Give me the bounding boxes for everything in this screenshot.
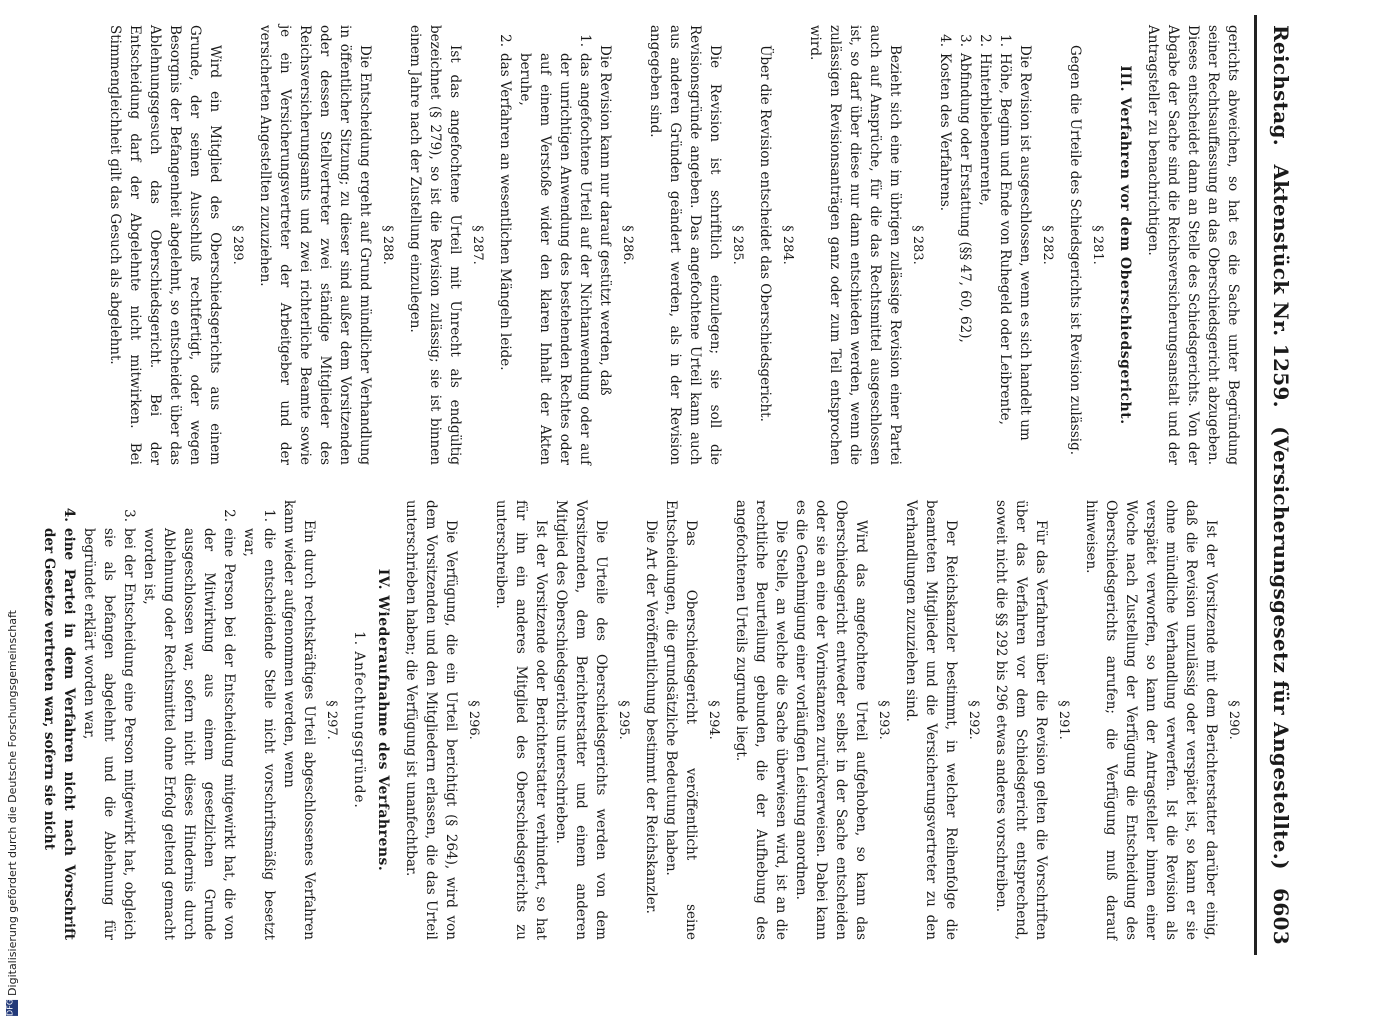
document-sheet <box>41 5 1315 965</box>
paragraph: Ist der Vorsitzende oder Berichterstatter verhindert, so hat für ihn ein anderes Mitglied des Oberschiedsgerichts zu unterschreiben. <box>493 500 549 940</box>
section-number: § 297. <box>324 700 339 740</box>
list-item: 3. Abfindung oder Erstattung (§§ 47, 60, 62), <box>957 34 973 343</box>
section-number: § 282. <box>1040 225 1055 265</box>
paragraph: gerichts abweichen, so hat es die Sache unter Begründung seiner Rechtsauffassung an das Oberschiedsgericht abzugeben. Dieses entscheidet dann an Stelle des Schiedsgerichts. Von der Abgabe der Sache sind die Reichsversicherungsanstalt und der Antragsteller zu benachrichtigen. <box>1145 25 1241 465</box>
section-number: § 284. <box>780 225 795 265</box>
right-column <box>39 500 1243 940</box>
paragraph: Über die Revision entscheidet das Oberschiedsgericht. <box>757 45 773 422</box>
paragraph: Ist das angefochtene Urteil mit Unrecht als endgültig bezeichnet (§ 279), so ist die Revision zulässig; sie ist binnen einem Jahre nach der Zustellung einzulegen. <box>407 25 463 465</box>
section-heading: IV. Wiederaufnahme des Verfahrens. <box>375 568 391 872</box>
list-item: 3. bei der Entscheidung eine Person mitgewirkt hat, obgleich sie als befangen abgelehnt und die Ablehnung für begründet erklärt worden war, <box>81 509 137 940</box>
list-item: 4. Kosten des Verfahrens. <box>937 34 953 212</box>
section-number: § 292. <box>966 700 981 740</box>
paragraph: Für das Verfahren über die Revision gelten die Vorschriften über das Verfahren vor dem Schiedsgericht entsprechend, soweit nicht die §§ 292 bis 296 etwas anderes vorschreiben. <box>993 500 1049 940</box>
section-number: § 288. <box>380 225 395 265</box>
paragraph: Die Revision kann nur darauf gestützt werden, daß <box>597 45 613 396</box>
dfg-logo-icon: DFG <box>7 1000 19 1016</box>
list-item: 1. die entscheidende Stelle nicht vorschriftsmäßig besetzt war, <box>241 509 277 940</box>
header-rule <box>1254 15 1257 955</box>
paragraph: Gegen die Urteile des Schiedsgerichts ist Revision zulässig. <box>1067 45 1083 456</box>
subsection-heading: 1. Anfechtungsgründe. <box>351 631 367 809</box>
numbered-list <box>495 25 595 465</box>
section-number: § 295. <box>616 700 631 740</box>
list-item: 4. eine Partei in dem Verfahren nicht nach Vorschrift der Gesetze vertreten war, sofern sie nicht <box>41 507 77 940</box>
paragraph: Bezieht sich eine im übrigen zulässige Revision einer Partei auch auf Ansprüche, für die das Rechtsmittel ausgeschlossen ist, so darf über diese nur dann entschieden werden, wenn die zulässigen Revisionsanträgen ganz oder zum Teil entsprochen wird. <box>807 25 903 465</box>
page-number: 6603 <box>1269 888 1293 945</box>
section-number: § 286. <box>620 225 635 265</box>
left-column <box>105 25 1243 465</box>
list-item: 1. das angefochtene Urteil auf der Nichtanwendung oder auf der unrichtigen Anwendung des bestehenden Rechtes oder auf einem Verstoße wider den klaren Inhalt der Akten beruhe, <box>517 34 593 465</box>
section-number: § 283. <box>910 225 925 265</box>
section-number: § 289. <box>230 225 245 265</box>
paragraph: Wird das angefochtene Urteil aufgehoben, so kann das Oberschiedsgericht entweder selbst in der Sache entscheiden oder sie an eine der Vorinstanzen zurückverweisen. Dabei kann es die Genehmigung einer vorläufigen Leistung anordnen. <box>793 500 869 940</box>
paragraph: Der Reichskanzler bestimmt, in welcher Reihenfolge die beamteten Mitglieder und die Versicherungsvertreter zu den Verhandlungen zuzuziehen sind. <box>903 500 959 940</box>
section-number: § 293. <box>876 700 891 740</box>
section-number: § 287. <box>470 225 485 265</box>
paragraph: Die Urteile des Oberschiedsgerichts werden von dem Vorsitzenden, dem Berichterstatter und einem anderen Mitglied des Oberschiedsgerichts unterschrieben. <box>553 500 609 940</box>
paragraph: Die Revision ist schriftlich einzulegen; sie soll die Revisionsgründe angeben. Das angefochtene Urteil kann auch aus anderen Gründen geändert werden, als in der Revision angegeben sind. <box>647 25 723 465</box>
list-item: 2. eine Person bei der Entscheidung mitgewirkt hat, die von der Mitwirkung aus einem gesetzlichen Grunde ausgeschlossen war, sofern nicht dieses Hindernis durch Ablehnung oder Rechtsmittel ohne Erfolg geltend gemacht worden ist, <box>141 509 237 940</box>
paragraph: Die Art der Veröffentlichung bestimmt der Reichskanzler. <box>643 520 659 914</box>
paragraph: Die Entscheidung ergeht auf Grund mündlicher Verhandlung in öffentlicher Sitzung; zu dieser sind außer dem Vorsitzenden oder dessen Stellvertreter zwei ständige Mitglieder des Reichsversicherungsamts und zwei richterliche Beamte sowie je ein Versicherungsvertreter der Arbeitgeber und der versicherten Angestellten zuzuziehen. <box>257 25 373 465</box>
list-item: 2. Hinterbliebenenrente, <box>977 34 993 206</box>
header-left: Reichstag. <box>1269 25 1293 147</box>
section-number: § 291. <box>1056 700 1071 740</box>
paragraph: Die Verfügung, die ein Urteil berichtigt (§ 264), wird von dem Vorsitzenden und den Mitgliedern erlassen, die das Urteil unterschrieben haben; die Verfügung ist unanfechtbar. <box>403 500 459 940</box>
rotated-document-page <box>41 5 1315 965</box>
list-item: 2. das Verfahren an wesentlichen Mängeln leide. <box>497 34 513 371</box>
list-item: 1. Höhe, Beginn und Ende von Ruhegeld oder Leibrente, <box>997 34 1013 425</box>
paragraph: Ein durch rechtskräftiges Urteil abgeschlossenes Verfahren kann wieder aufgenommen werden, wenn <box>281 500 317 940</box>
paragraph: Die Stelle, an welche die Sache überwiesen wird, ist an die rechtliche Beurteilung gebunden, die der Aufhebung des angefochtenen Urteils zugrunde liegt. <box>733 500 789 940</box>
paragraph: Ist der Vorsitzende mit dem Berichterstatter darüber einig, daß die Revision unzulässig oder verspätet ist, so kann er sie ohne mündliche Verhandlung verwerfen. Ist die Revision als verspätet verworfen, so kann der Antragsteller binnen einer Woche nach Zustellung der Verfügung die Entscheidung des Oberschiedsgerichts anrufen; die Verfügung muß darauf hinweisen. <box>1083 500 1219 940</box>
section-number: § 285. <box>730 225 745 265</box>
section-number: § 290. <box>1226 700 1241 740</box>
digitization-credit <box>6 610 19 1016</box>
header-center: Aktenstück Nr. 1259. <box>1269 164 1293 408</box>
numbered-list <box>935 25 1015 465</box>
section-heading: III. Verfahren vor dem Oberschiedsgericht. <box>1117 65 1133 425</box>
header-right: (Versicherungsgesetz für Angestellte.) <box>1269 426 1293 870</box>
paragraph: Die Revision ist ausgeschlossen, wenn es sich handelt um <box>1017 45 1033 441</box>
page-header <box>1269 25 1293 945</box>
paragraph: Das Oberschiedsgericht veröffentlicht seine Entscheidungen, die grundsätzliche Bedeutung haben. <box>663 500 699 940</box>
section-number: § 281. <box>1090 225 1105 265</box>
section-number: § 294. <box>706 700 721 740</box>
section-number: § 296. <box>466 700 481 740</box>
numbered-list <box>39 500 279 940</box>
digitization-credit-text: Digitalisierung gefördert durch die Deutsche Forschungsgemeinschaft <box>6 610 19 996</box>
paragraph: Wird ein Mitglied des Oberschiedsgerichts aus einem Grunde, der seinen Ausschluß rechtfertigt, oder wegen Besorgnis der Befangenheit abgelehnt, so entscheidet über das Ablehnungsgesuch das Oberschiedsgericht. Bei der Entscheidung darf der Abgelehnte nicht mitwirken. Bei Stimmengleichheit gilt das Gesuch als abgelehnt. <box>107 25 223 465</box>
